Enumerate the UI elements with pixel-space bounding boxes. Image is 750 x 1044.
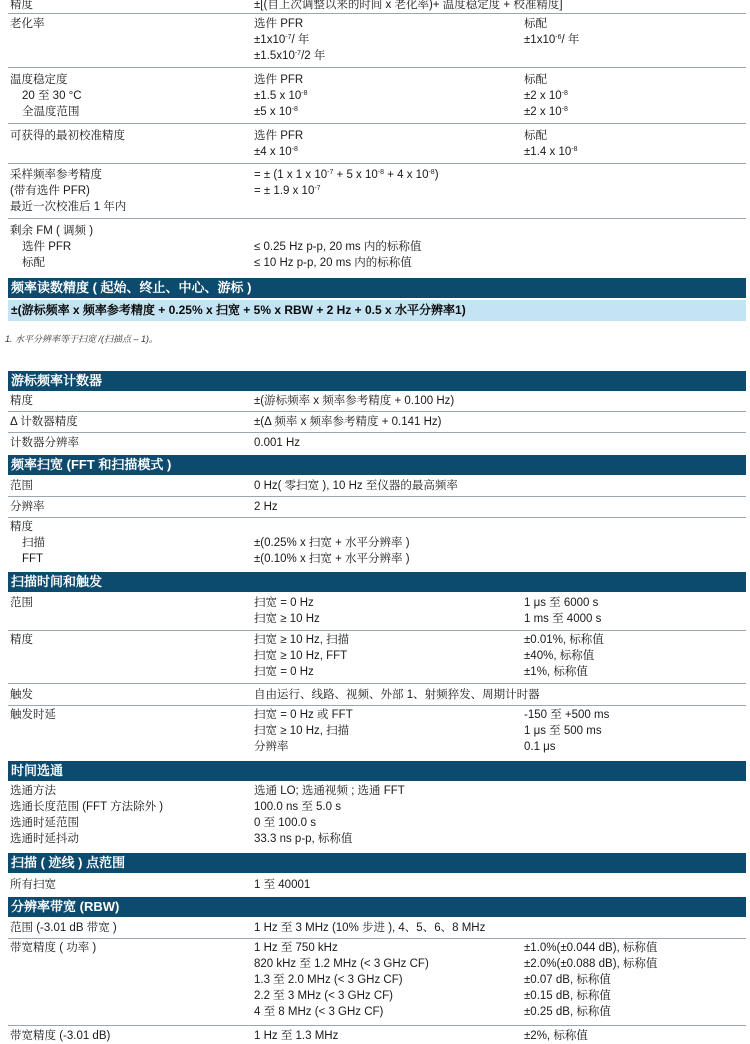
row-value: ≤ 0.25 Hz p-p, 20 ms 内的标称值 ≤ 10 Hz p-p, 20 ms 内的标称值 xyxy=(254,241,422,269)
condition-col: 扫宽 = 0 Hz 扫宽 ≥ 10 Hz xyxy=(254,597,320,625)
rbw-row-accuracy-power xyxy=(8,940,746,1026)
spec-row-initial-calibration xyxy=(8,128,746,164)
option-pfr-col: 选件 PFR ±4 x $10^{-8}$ xyxy=(254,130,304,158)
section-header-gating: 时间选通 xyxy=(8,761,746,781)
section-header-sweep: 扫描时间和触发 xyxy=(8,572,746,592)
row-value: = ± (1 x 1 x $10^{-7} + 5$ x $10^{-8} + 4$ x $10^{-8}$) = ± 1.9 x $10^{-7}$ xyxy=(254,169,439,197)
row-label: 温度稳定度 20 至 30 °C 全温度范围 xyxy=(10,74,82,118)
row-label: 触发 xyxy=(10,689,33,701)
gating-rows xyxy=(8,783,746,851)
sweep-row-trigger-delay xyxy=(8,707,746,759)
rbw-row-accuracy-3db xyxy=(8,1028,746,1044)
section-header-rbw: 分辨率带宽 (RBW) xyxy=(8,897,746,917)
row-value: 0 Hz( 零扫宽 ), 10 Hz 至仪器的最高频率 xyxy=(254,480,458,492)
sweep-row-trigger xyxy=(8,686,746,706)
row-label: 可获得的最初校准精度 xyxy=(10,130,125,142)
span-row-range xyxy=(8,477,746,497)
value-line: $\pm 1.5x10^{-7}/2$ 年 xyxy=(254,50,326,62)
row-value: 0.001 Hz xyxy=(254,437,301,449)
condition-col: 1 Hz 至 1.3 MHz xyxy=(254,1030,339,1042)
standard-col: 标配 ±2 x $10^{-8}$ ±2 x $10^{-8}$ xyxy=(524,74,568,118)
points-row xyxy=(8,876,746,896)
row-label: 精度 xyxy=(10,0,33,11)
row-label: 所有扫宽 xyxy=(10,879,56,891)
row-label: 精度 xyxy=(10,634,33,646)
condition-col: 扫宽 ≥ 10 Hz, 扫描 扫宽 ≥ 10 Hz, FFT 扫宽 = 0 Hz xyxy=(254,634,350,678)
standard-col: 标配 ±1.4 x $10^{-8}$ xyxy=(524,130,578,158)
value-line: $\pm 1x10^{-6}/$ 年 xyxy=(524,34,580,46)
counter-row-resolution xyxy=(8,434,746,454)
row-label: 触发时延 xyxy=(10,709,56,721)
row-label: 范围 xyxy=(10,597,33,609)
value-col: -150 至 +500 ms 1 μs 至 500 ms 0.1 μs xyxy=(524,709,610,753)
rbw-row-range xyxy=(8,919,746,939)
sweep-row-range xyxy=(8,595,746,631)
col-head: 标配 xyxy=(524,18,547,30)
standard-col xyxy=(524,16,746,67)
readout-formula: ±(游标频率 x 频率参考精度 + 0.25% x 扫宽 + 5% x RBW + 2 Hz + 0.5 x 水平分辨率1) xyxy=(8,300,746,321)
option-pfr-col: 选件 PFR ±1.5 x $10^{-8}$ ±5 x $10^{-8}$ xyxy=(254,74,308,118)
row-value: 2 Hz xyxy=(254,501,278,513)
counter-row-delta xyxy=(8,413,746,433)
row-value: ±(游标频率 x 频率参考精度 + 0.100 Hz) xyxy=(254,395,455,407)
row-label: 采样频率参考精度 (带有选件 PFR) 最近一次校准后 1 年内 xyxy=(10,169,127,213)
row-label: 老化率 xyxy=(10,18,45,30)
section-header-readout: 频率读数精度 ( 起始、终止、中心、游标 ) xyxy=(8,278,746,298)
span-row-resolution xyxy=(8,498,746,518)
counter-row-accuracy xyxy=(8,392,746,412)
sweep-row-accuracy xyxy=(8,632,746,684)
condition-col: 1 Hz 至 750 kHz 820 kHz 至 1.2 MHz (< 3 GHz CF) 1.3 至 2.0 MHz (< 3 GHz CF) 2.2 至 3 MHz (< 3 GHz CF) 4 至 8 MHz (< 3 GHz CF) xyxy=(254,942,429,1018)
value-col: 1 μs 至 6000 s 1 ms 至 4000 s xyxy=(524,597,602,625)
value-line: $\pm 1x10^{-7}/$ 年 xyxy=(254,34,310,46)
spec-row-temp-stability xyxy=(8,72,746,124)
row-label: 带宽精度 ( 功率 ) xyxy=(10,942,97,954)
option-pfr-col xyxy=(254,16,524,67)
row-value: 选通 LO; 选通视频 ; 选通 FFT 100.0 ns 至 5.0 s 0 至 100.0 s 33.3 ns p-p, 标称值 xyxy=(254,785,405,845)
spec-row-accuracy-formula xyxy=(8,0,746,14)
row-label: 计数器分辨率 xyxy=(10,437,79,449)
col-head: 选件 PFR xyxy=(254,18,304,30)
value-col: ±0.01%, 标称值 ±40%, 标称值 ±1%, 标称值 xyxy=(524,634,604,678)
condition-col: 扫宽 = 0 Hz 或 FFT 扫宽 ≥ 10 Hz, 扫描 分辨率 xyxy=(254,709,353,753)
row-value: 1 至 40001 xyxy=(254,879,311,891)
section-header-points: 扫描 ( 迹线 ) 点范围 xyxy=(8,853,746,873)
span-row-accuracy xyxy=(8,519,746,571)
footnote: 1. 水平分辨率等于扫宽 /(扫描点 – 1)。 xyxy=(5,334,159,344)
section-header-counter: 游标频率计数器 xyxy=(8,371,746,391)
spec-row-aging xyxy=(8,16,746,68)
row-value: 1 Hz 至 3 MHz (10% 步进 ), 4、5、6、8 MHz xyxy=(254,922,486,934)
row-label: 分辨率 xyxy=(10,501,45,513)
row-label: 精度 扫描 FFT xyxy=(10,521,45,565)
row-label: 带宽精度 (-3.01 dB) xyxy=(10,1030,111,1042)
value-col: ±1.0%(±0.044 dB), 标称值 ±2.0%(±0.088 dB), 标称值 ±0.07 dB, 标称值 ±0.15 dB, 标称值 ±0.25 dB, 标称值 xyxy=(524,942,658,1018)
section-header-span: 频率扫宽 (FFT 和扫描模式 ) xyxy=(8,455,746,475)
spec-row-freq-reference xyxy=(8,167,746,219)
row-label: 选通方法 选通长度范围 (FFT 方法除外 ) 选通时延范围 选通时延抖动 xyxy=(10,785,164,845)
row-label: 范围 xyxy=(10,480,33,492)
row-value: ±(Δ 频率 x 频率参考精度 + 0.141 Hz) xyxy=(254,416,442,428)
value-col: ±2%, 标称值 xyxy=(524,1030,588,1042)
spec-row-residual-fm xyxy=(8,223,746,275)
row-label: 剩余 FM ( 调频 ) 选件 PFR 标配 xyxy=(10,225,94,269)
row-label: Δ 计数器精度 xyxy=(10,416,78,428)
row-value: 自由运行、线路、视频、外部 1、射频猝发、周期计时器 xyxy=(254,689,540,701)
row-label: 精度 xyxy=(10,395,33,407)
row-value: ±[(自上次调整以来的时间 x 老化率)+ 温度稳定度 + 校准精度] xyxy=(254,0,563,11)
row-label: 范围 (-3.01 dB 带宽 ) xyxy=(10,922,117,934)
row-value: ±(0.25% x 扫宽 + 水平分辨率 ) ±(0.10% x 扫宽 + 水平分辨率 ) xyxy=(254,537,410,565)
